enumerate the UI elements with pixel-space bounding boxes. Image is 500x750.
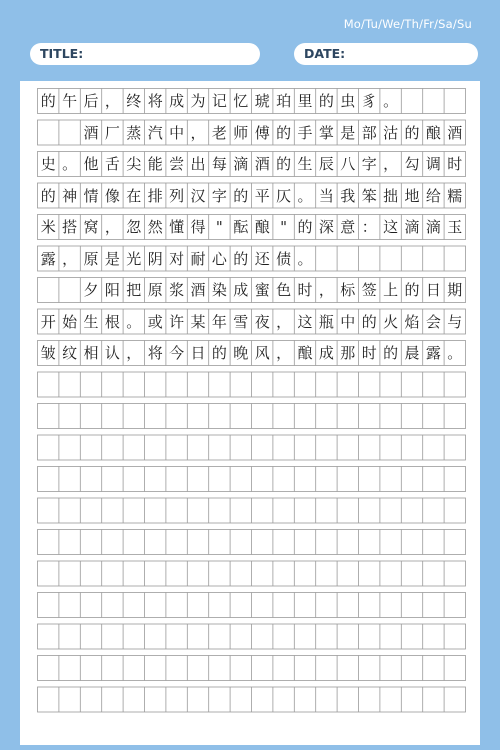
grid-character: 豸 [361,92,377,110]
grid-character: 心 [211,249,227,268]
grid-character: 焰 [404,312,420,331]
grid-character: 尖 [126,155,142,173]
grid-character: 原 [83,249,99,268]
grid-character: 的 [318,92,334,110]
grid-character: 忽 [126,218,142,236]
grid-character: 期 [447,281,463,299]
grid-character: 能 [147,155,163,173]
grid-character: 纹 [62,344,78,362]
grid-character: 火 [383,312,399,331]
grid-character: 八 [340,155,356,173]
grid-character: 琥 [254,92,270,110]
grid-character: 夕 [83,281,99,299]
grid-character: 部 [361,123,377,142]
grid-character: 瓶 [318,312,334,331]
grid-character: 后 [83,92,99,110]
grid-character: 时 [361,344,377,362]
grid-character: 意 [340,218,356,236]
grid-character: 相 [83,344,99,362]
grid-character: ， [104,218,120,236]
grid-character: 原 [147,281,163,299]
grid-character: 酒 [254,155,270,173]
grid-character [59,280,80,300]
grid-character: 地 [404,186,420,205]
grid-character: 。 [297,249,313,268]
weekday-selector[interactable]: Mo/Tu/We/Th/Fr/Sa/Su [343,17,472,31]
grid-character: 的 [297,218,313,236]
grid-character: 滴 [233,155,249,173]
grid-character: ， [276,312,292,331]
grid-character: 舌 [104,155,120,173]
title-field[interactable]: TITLE: [30,43,260,65]
grid-character: 手 [297,123,313,142]
grid-character: 还 [254,249,270,268]
grid-character: 辰 [318,155,334,173]
grid-character: 懂 [169,218,185,236]
grid-character: 这 [383,218,399,236]
grid-character: 珀 [276,92,292,110]
grid-character: 汉 [190,186,206,205]
grid-character: 色 [276,281,292,299]
grid-character: 酒 [83,123,99,142]
grid-character: ， [126,344,142,362]
grid-character: 老 [211,123,227,142]
grid-character: 成 [233,281,249,299]
grid-character: 字 [211,186,227,205]
grid-character: 平 [254,186,270,205]
grid-character: 认 [104,344,120,362]
grid-character: 时 [297,281,313,299]
grid-character: 将 [147,92,163,110]
grid-character: 会 [425,312,441,331]
grid-character: 日 [425,281,441,299]
grid-character: 中 [169,123,185,142]
grid-character: 搭 [62,218,78,236]
writing-sheet [20,81,480,745]
grid-character: 然 [147,218,163,236]
grid-character: 得 [190,218,206,236]
grid-character: 米 [40,218,56,236]
grid-character: 忆 [233,92,249,110]
grid-character: 窝 [83,218,99,236]
grid-character: 午 [62,92,78,110]
grid-character: 酿 [425,123,441,142]
grid-character: 将 [147,344,163,362]
grid-character: 列 [169,186,185,205]
grid-character: 傅 [254,123,270,142]
grid-character: 滴 [404,218,420,236]
grid-character: 浆 [169,281,185,299]
grid-character: 的 [404,123,420,142]
grid-character: 日 [190,344,206,362]
grid-character: 的 [40,186,56,205]
grid-character: ， [104,92,120,110]
grid-character [38,123,59,143]
grid-character: 我 [340,186,356,205]
grid-character: 露 [40,249,56,268]
grid-character: 那 [340,344,356,362]
grid-character [59,123,80,143]
grid-character: ： [361,218,377,236]
grid-character: 上 [383,281,399,299]
grid-character: 勾 [404,155,420,173]
grid-character: 的 [40,92,56,110]
grid-character: ， [318,281,334,299]
grid-character: 酒 [447,123,463,142]
grid-character: ， [276,344,292,362]
grid-character: 仄 [276,186,292,205]
grid-character: 的 [361,312,377,331]
grid-character: 风 [254,344,270,362]
grid-character: 为 [190,92,206,110]
grid-character: 时 [447,155,463,173]
grid-character: 与 [447,312,463,331]
grid-character: 雪 [233,312,249,331]
grid-character: 光 [126,249,142,268]
grid-character: 的 [276,155,292,173]
grid-character: 某 [190,312,206,331]
grid-character: 虫 [340,92,356,110]
grid-character: 汽 [147,123,163,142]
grid-character: 。 [126,312,142,331]
grid-character: 酝 [233,218,249,236]
grid-character: 他 [83,155,99,173]
grid-character: 史 [40,155,56,173]
grid-character: 。 [62,155,78,173]
grid-character: 神 [62,186,78,205]
grid-character: 厂 [104,123,120,142]
grid-character: 是 [340,123,356,142]
grid-character: 深 [318,218,334,236]
grid-character: 蒸 [126,123,142,142]
grid-character: 或 [147,312,163,331]
grid-character: 染 [211,281,227,299]
grid-character: 酿 [254,218,270,236]
grid-character: 情 [83,186,99,205]
grid-character: 记 [211,92,227,110]
character-grid [37,88,485,738]
grid-character: 。 [447,344,463,362]
grid-character: 拙 [383,186,399,205]
grid-character: " [215,218,223,236]
grid-character: 晨 [404,344,420,362]
grid-character: 的 [383,344,399,362]
grid-character: 根 [104,312,120,331]
grid-character: 糯 [447,186,463,205]
grid-character: ， [62,249,78,268]
grid-character [38,280,59,300]
grid-character: 当 [318,186,334,205]
grid-character: 标 [340,281,356,299]
grid-character: 师 [233,123,249,142]
grid-character: 字 [361,155,377,173]
grid-character: 排 [147,186,163,205]
grid-character: 像 [104,186,120,205]
grid-character: 蜜 [254,281,270,299]
grid-character: 的 [404,281,420,299]
grid-character: 中 [340,312,356,331]
date-field[interactable]: DATE: [294,43,478,65]
grid-character: 阴 [147,249,163,268]
grid-character: 。 [383,92,399,110]
grid-character: 阳 [104,281,120,299]
grid-character: 沽 [383,123,399,142]
essay-text [37,88,485,738]
grid-character: 年 [211,312,227,331]
grid-character: ， [190,123,206,142]
grid-character: 是 [104,249,120,268]
grid-character: 生 [297,155,313,173]
grid-character: 玉 [447,218,463,236]
grid-character: 晚 [233,344,249,362]
grid-character: 开 [40,312,56,331]
grid-character: 出 [190,155,206,173]
grid-character: 签 [361,281,377,299]
grid-character: 笨 [361,186,377,205]
grid-character: 成 [169,92,185,110]
grid-character: 终 [126,92,142,110]
grid-character: 今 [169,344,185,362]
grid-character: 调 [425,155,441,173]
grid-character: 夜 [254,312,270,331]
grid-character: 这 [297,312,313,331]
grid-character: 尝 [169,155,185,173]
grid-character: 始 [62,312,78,331]
grid-character: 成 [318,344,334,362]
grid-character: 的 [233,186,249,205]
grid-character: 的 [276,123,292,142]
grid-character: 掌 [318,123,334,142]
grid-character: 对 [169,249,185,268]
grid-character: 给 [425,186,441,205]
grid-character: 债 [276,249,292,268]
grid-character: 露 [425,344,441,362]
grid-character: 许 [169,312,185,331]
grid-character: 耐 [190,249,206,268]
grid-character: 皱 [40,344,56,362]
grid-character: 酒 [190,281,206,299]
grid-character: 酿 [297,344,313,362]
grid-character: 滴 [425,218,441,236]
grid-character: 在 [126,186,142,205]
grid-character: " [280,218,288,236]
grid-character: 里 [297,92,313,110]
grid-character: 的 [233,249,249,268]
grid-character: 的 [211,344,227,362]
grid-character: 生 [83,312,99,331]
grid-character: 。 [297,186,313,205]
grid-character: 每 [211,155,227,173]
grid-character: 把 [126,281,142,299]
grid-character: ， [383,155,399,173]
